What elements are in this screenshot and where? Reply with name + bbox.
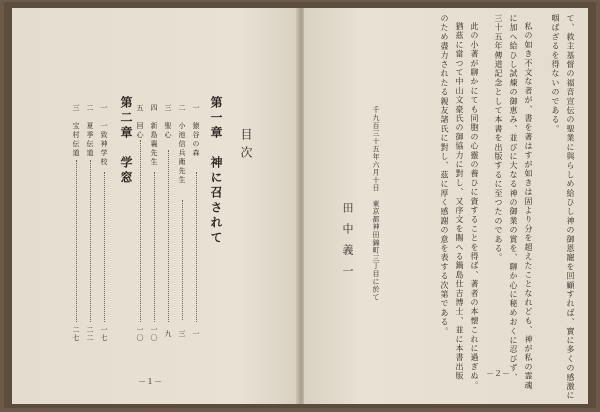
toc-leader-dots — [154, 172, 155, 322]
toc-leader-dots — [182, 200, 183, 320]
preface-line: 此の小著が聊かにても同胞の心靈の養ひに資することを得ば、著者の本懐これに過ぎぬ。 — [470, 22, 479, 390]
chapter-2-title: 学窓 — [119, 156, 133, 186]
toc-page-number: 二二 — [86, 326, 94, 342]
toc-entry: 五 回心 — [136, 104, 144, 140]
chapter-2-heading — [120, 96, 132, 186]
toc-page-number: 二七 — [72, 326, 80, 342]
toc-page-number: 九 — [164, 330, 172, 338]
chapter-1-title: 神に召されて — [209, 156, 223, 246]
left-page-toc — [12, 8, 298, 404]
toc-page-number: 一〇 — [136, 326, 144, 342]
left-page-number: －１－ — [138, 377, 162, 386]
toc-title: 目次 — [239, 128, 253, 164]
open-book — [4, 2, 596, 408]
preface-line: て、救主基督の福音宣伝の聖業に與らしめ給ひし神の御恩寵を回顧すれば、實に多くの感激に — [566, 14, 575, 401]
preface-line: 三十五年傳道記念として本書を出版するに至つたのである。 — [494, 14, 503, 263]
preface-date: 千九百三十五年六月十日 東京都神田錦町三丁目に於て — [372, 106, 380, 301]
toc-leader-dots — [140, 140, 141, 322]
preface-author: 田中義一 — [341, 202, 354, 286]
toc-leader-dots — [76, 160, 77, 322]
toc-leader-dots — [104, 172, 105, 322]
preface-line: に加へ給ひし試煉の御恵み、並びに大なる神の御業の賞を、聊か心に秘めおくに忍びず、 — [509, 14, 518, 382]
chapter-1-heading — [210, 96, 222, 246]
preface-line: 咽ばざるを得ないのである。 — [551, 14, 560, 134]
chapter-1-label: 第一章 — [209, 96, 223, 141]
toc-entry: 四 新島襄先生 — [150, 104, 158, 167]
toc-leader-dots — [90, 160, 91, 322]
toc-leader-dots — [168, 150, 169, 322]
preface-line: 私の如き不文な者が、書を著はすが如きは固より分を超えたことなれども、神が私の霊魂 — [524, 22, 533, 390]
toc-page-number: 三 — [178, 330, 186, 338]
toc-entry: 一 一致神学校 — [100, 104, 108, 167]
toc-entry: 一 猿谷の森 — [192, 104, 200, 158]
toc-page-number: 一〇 — [150, 326, 158, 342]
toc-entry: 二 夏季伝道 — [86, 104, 94, 158]
toc-entry: 三 宝村伝道 — [72, 104, 80, 158]
toc-leader-dots — [196, 172, 197, 322]
toc-entry: 三 聖心 — [164, 104, 172, 140]
preface-line: 猶茲に當つて中山文豪氏の御協力に對し、又序文を賜へる鍋島仕吉博士、並に本書出版 — [455, 22, 464, 381]
chapter-2-label: 第二章 — [119, 96, 133, 141]
toc-page-number: 一 — [192, 330, 200, 338]
toc-entry: 二 小池信兵衛先生 — [178, 104, 186, 185]
toc-page-number: 一七 — [100, 326, 108, 342]
preface-line: のため盡力されたる親友諸氏に對し、茲に厚く感謝の意を表する次第である。 — [440, 14, 449, 336]
right-page-number: －２－ — [486, 369, 510, 378]
